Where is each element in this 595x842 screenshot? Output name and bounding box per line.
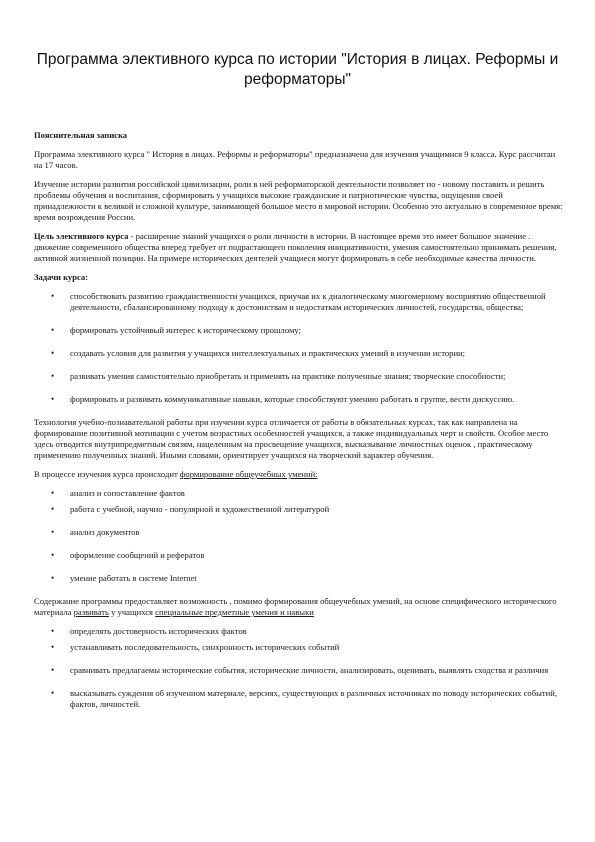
tasks-heading: Задачи курса: xyxy=(34,272,89,282)
intro-paragraph: Программа элективного курса " История в лицах. Реформы и реформаторы" предназначена для изучения учащимися 9 класса. Курс рассчитан на 17 часов. xyxy=(34,149,556,170)
list-item-text: способствовать развитию гражданственности учащихся, приучая их к диалогическому многомерному восприятию общественной деятельности, сбалансированному подходу к достоинствам и недостаткам исторических личностей, государства, общества; xyxy=(70,291,546,312)
goal-paragraph xyxy=(34,231,564,264)
document-title: Программа элективного курса по истории "История в лицах. Реформы и реформаторы" xyxy=(36,51,559,88)
list-item-text: умение работать в системе Internet xyxy=(70,573,197,583)
skills-intro-underlined: формирование общеучебных умений: xyxy=(179,469,318,479)
bullet-icon: • xyxy=(51,371,55,381)
list-item xyxy=(34,642,564,653)
content-text-c: у учащихся xyxy=(108,607,156,617)
list-item-text: сравнивать предлагаемы исторические события, исторические личности, анализировать, оценивать, выявлять сходства и различия xyxy=(70,665,549,675)
bullet-icon: • xyxy=(51,291,55,301)
list-item xyxy=(34,325,564,336)
general-skills-list xyxy=(34,488,564,584)
list-item xyxy=(34,665,564,676)
list-item-text: формировать и развивать коммуникативные навыки, которые способствуют умению работать в группе, вести дискуссию. xyxy=(70,394,515,404)
list-item xyxy=(34,504,564,515)
list-item-text: развивать умения самостоятельно приобретать и применять на практике полученные знания; творческие способности; xyxy=(70,371,506,381)
content-paragraph xyxy=(34,596,564,618)
list-item xyxy=(34,291,564,313)
list-item xyxy=(34,527,564,538)
bullet-icon: • xyxy=(51,527,55,537)
list-item xyxy=(34,488,564,499)
content-text-a: Содержание программы предоставляет возможность , помимо формирования общеучебных умений, на основе специфического исторического материала xyxy=(34,596,557,617)
bullet-icon: • xyxy=(51,504,55,514)
bullet-icon: • xyxy=(51,626,55,636)
list-item-text: оформление сообщений и рефератов xyxy=(70,550,205,560)
list-item-text: работа с учебной, научно - популярной и художественной литературой xyxy=(70,504,330,514)
list-item-text: анализ документов xyxy=(70,527,140,537)
skills-intro xyxy=(34,469,564,480)
list-item-text: создавать условия для развития у учащихся интеллектуальных и практических умений в изучении истории; xyxy=(70,348,466,358)
bullet-icon: • xyxy=(51,642,55,652)
list-item-text: анализ и сопоставление фактов xyxy=(70,488,185,498)
bullet-icon: • xyxy=(51,550,55,560)
bullet-icon: • xyxy=(51,394,55,404)
list-item xyxy=(34,371,564,382)
subject-skills-list xyxy=(34,626,564,710)
goal-lead: Цель элективного курса xyxy=(34,231,129,241)
bullet-icon: • xyxy=(51,665,55,675)
explanatory-heading: Пояснительная записка xyxy=(34,130,128,140)
bullet-icon: • xyxy=(51,488,55,498)
bullet-icon: • xyxy=(51,325,55,335)
technology-paragraph: Технология учебно-познавательной работы при изучении курса отличается от работы в обязательных курсах, так как направлена на формирование позитивной мотивации с учетом возрастных особенностей учащихся, а также индивидуальных черт и свойств. Особое место здесь отводится внутрипредметным связям, нацеленным на просвещение учащихся, высказывание личностных оценок , практическому применению полученных знаний. Иными словами, ориентирует учащихся на творческий характер обучения. xyxy=(34,417,549,460)
content-underlined-skills: специальные предметные умения и навыки xyxy=(155,607,314,617)
skills-intro-text: В процессе изучения курса происходит xyxy=(34,469,180,479)
list-item xyxy=(34,626,564,637)
document-body xyxy=(34,130,564,718)
goal-text: - расширение знаний учащихся о роли личности в истории. В настоящее время это имеет большое значение . движение современного общества вперед требует от подрастающего поколения инициативности, умения самостоятельно принимать решения, активной жизненной позиции. На примере исторических деятелей учащиеся могут формировать в себе необходимые качества личности. xyxy=(34,231,557,263)
rationale-paragraph: Изучение истории развития российской цивилизации, роли в ней реформаторской деятельности позволяет по - новому поставить и решить проблемы обучения и воспитания, сформировать у учащихся высокие гражданские и патриотические чувства, ощущения своей принадлежности к великой и сложной культуре, занимающей большое место в мировой истории. Особенно это актуально в современное время: время возрождения России. xyxy=(34,179,563,222)
list-item xyxy=(34,688,564,710)
content-underlined-develop: развивать xyxy=(73,607,109,617)
bullet-icon: • xyxy=(51,348,55,358)
tasks-list xyxy=(34,291,564,405)
list-item xyxy=(34,550,564,561)
list-item-text: формировать устойчивый интерес к историческому прошлому; xyxy=(70,325,301,335)
list-item xyxy=(34,573,564,584)
list-item-text: определять достоверность исторических фактов xyxy=(70,626,247,636)
bullet-icon: • xyxy=(51,573,55,583)
list-item xyxy=(34,348,564,359)
list-item-text: высказывать суждения об изученном материале, версиях, существующих в различных источниках по поводу исторических событий, фактов, личностей. xyxy=(70,688,557,709)
list-item-text: устанавливать последовательность, синхронность исторических событий xyxy=(70,642,340,652)
list-item xyxy=(34,394,564,405)
bullet-icon: • xyxy=(51,688,55,698)
